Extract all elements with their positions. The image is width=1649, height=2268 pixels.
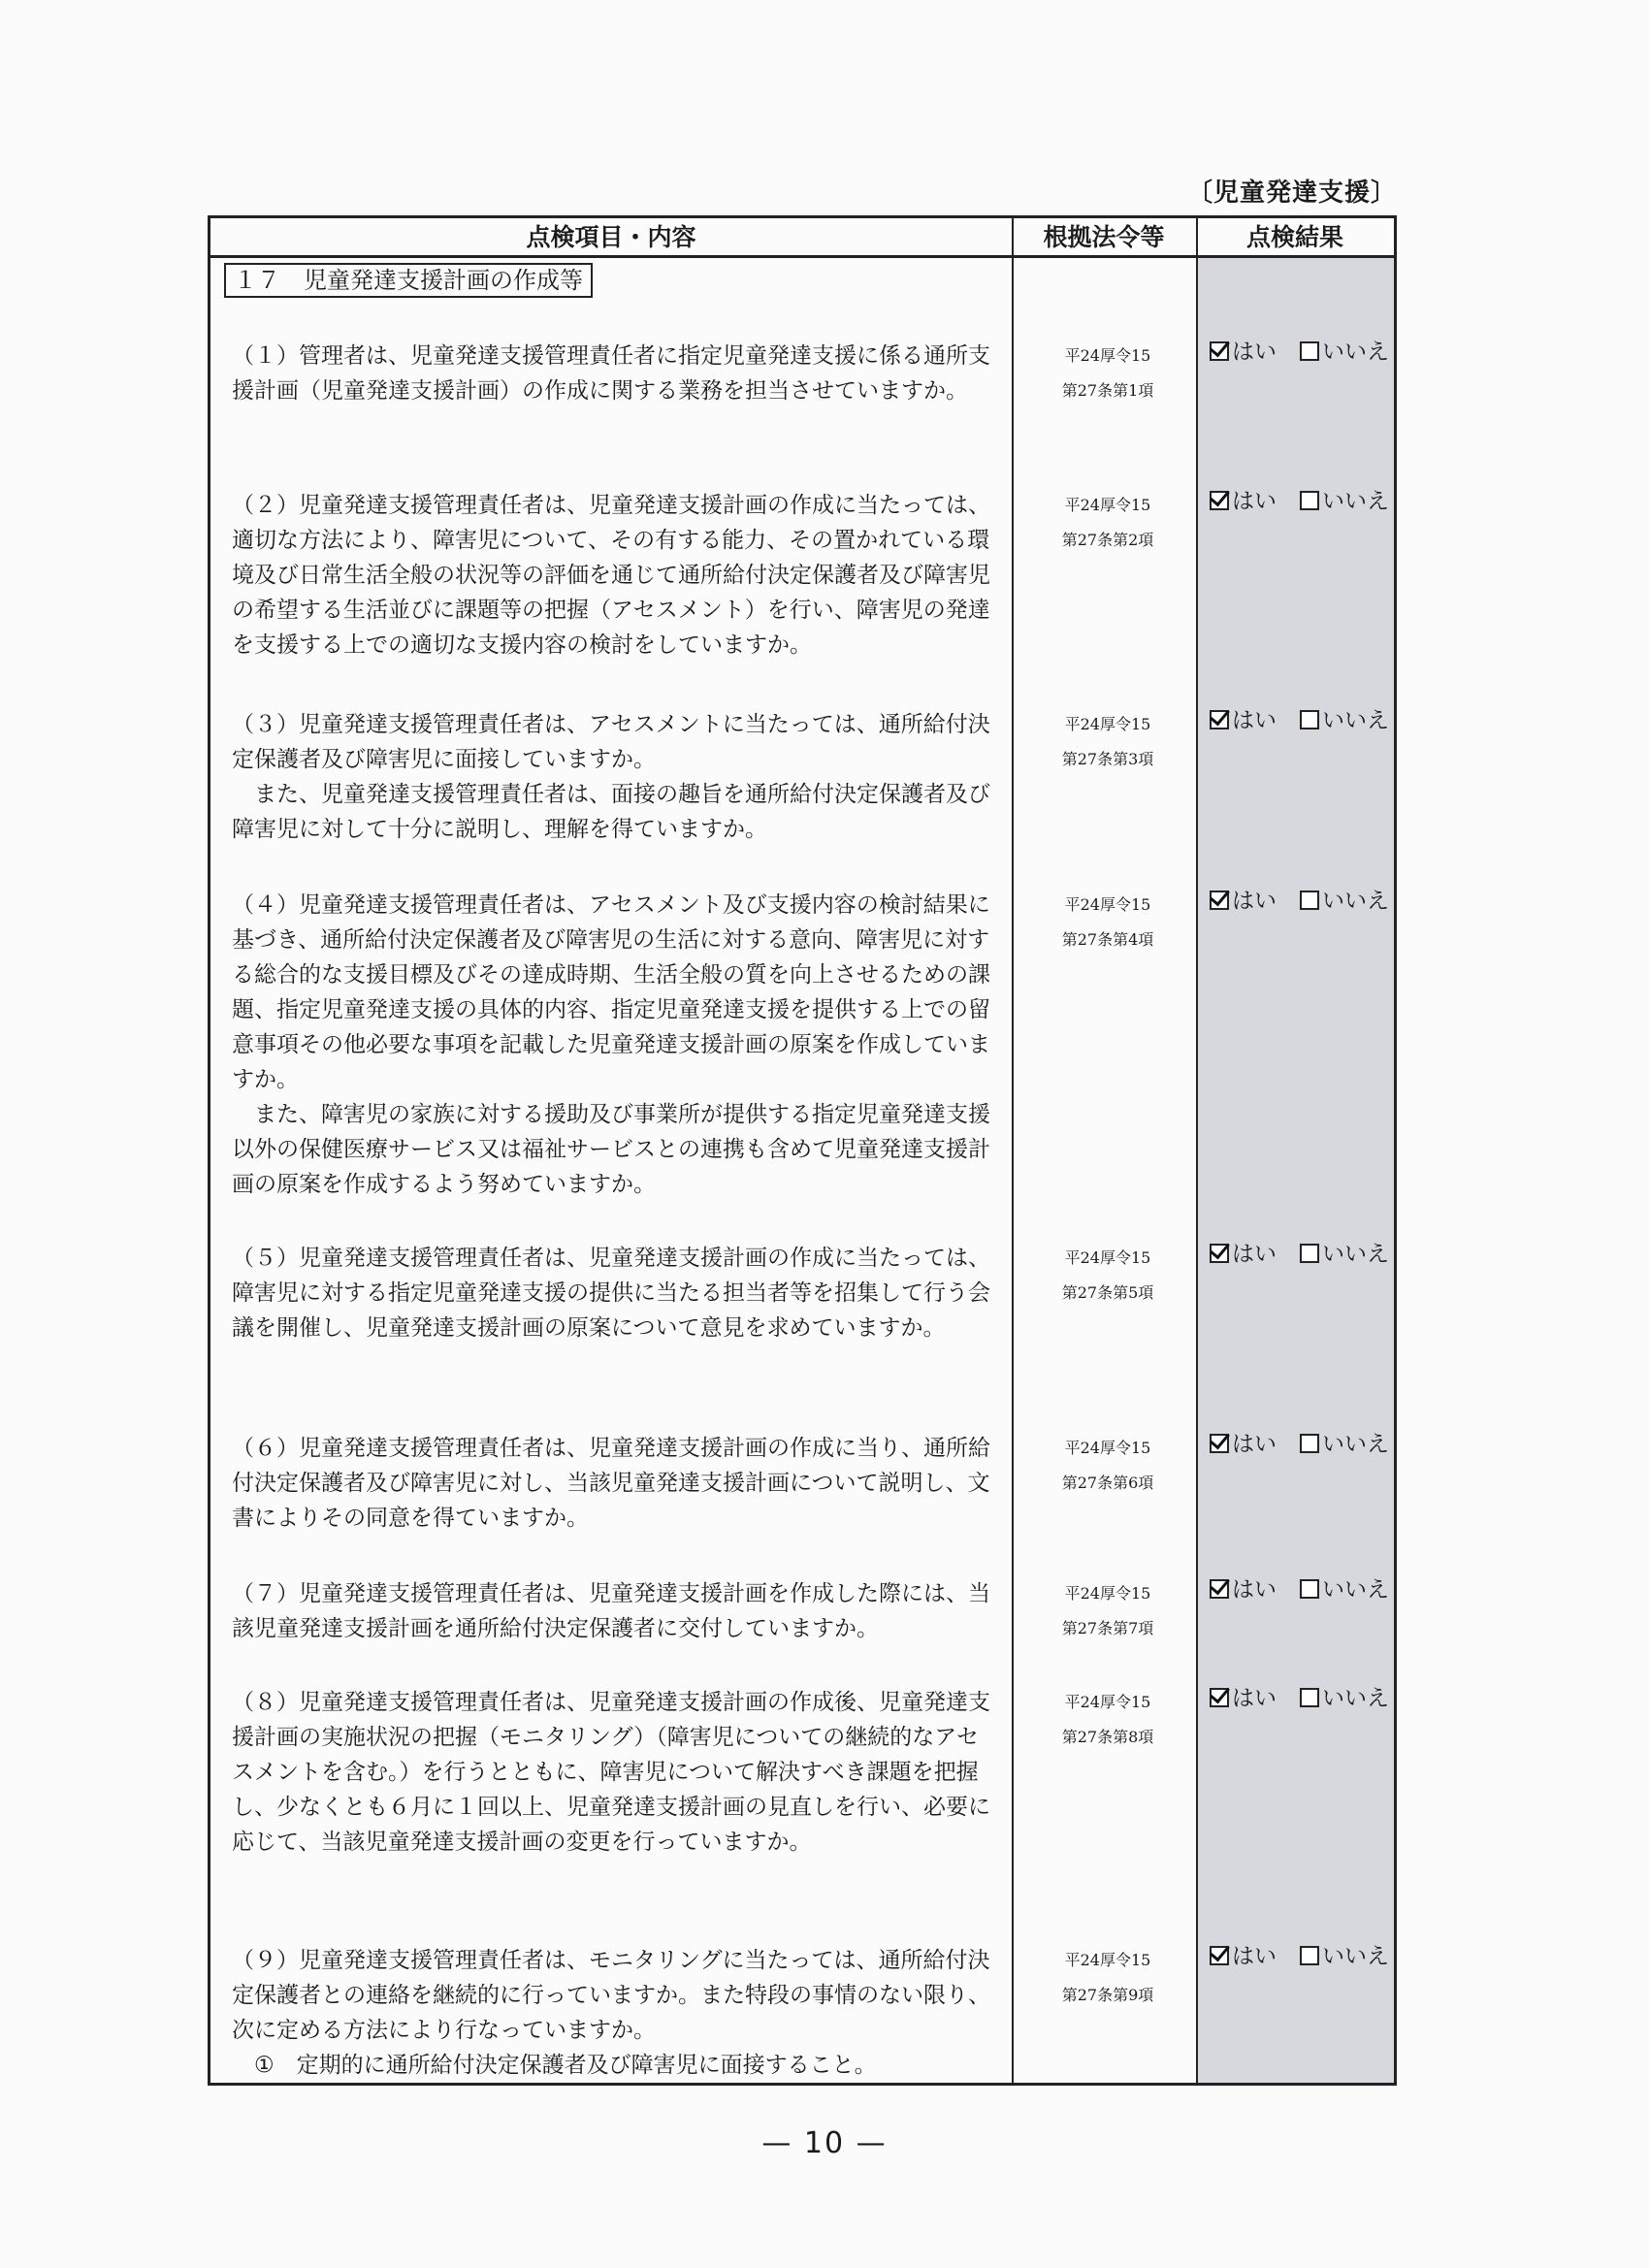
yes-checkbox[interactable]: [1210, 341, 1229, 361]
no-checkbox[interactable]: [1300, 710, 1319, 729]
result-4: [1210, 886, 1390, 917]
no-checkbox[interactable]: [1300, 1434, 1319, 1453]
yes-checkbox[interactable]: [1210, 1946, 1229, 1965]
law-article: 第27条第1項: [1061, 381, 1154, 400]
no-label: いいえ: [1322, 1242, 1389, 1267]
column-divider: [1012, 218, 1014, 2083]
law-ordinance: 平24厚令15: [1064, 1584, 1151, 1603]
result-2: [1210, 486, 1390, 517]
yes-checkbox[interactable]: [1210, 1434, 1229, 1453]
item-number: （２）: [232, 493, 299, 518]
no-label: いいえ: [1322, 1432, 1389, 1457]
law-reference-9: [1025, 1943, 1190, 2013]
yes-checkbox[interactable]: [1210, 1579, 1229, 1599]
item-number: （６）: [232, 1436, 299, 1461]
yes-label: はい: [1232, 1686, 1277, 1711]
law-ordinance: 平24厚令15: [1064, 715, 1151, 733]
item-number: （３）: [232, 712, 299, 737]
category-label: 〔児童発達支援〕: [1186, 178, 1397, 208]
yes-checkbox[interactable]: [1210, 710, 1229, 729]
no-checkbox[interactable]: [1300, 1579, 1319, 1599]
inspection-item-7: [232, 1576, 998, 1646]
inspection-item-1: [232, 339, 998, 408]
yes-checkbox[interactable]: [1210, 891, 1229, 910]
item-text: 児童発達支援管理責任者は、児童発達支援計画の作成に当たっては、適切な方法により、障害児について、その有する能力、その置かれている環境及び日常生活全般の状況等の評価を通じて通所給付決定保護者及び障害児の希望する生活並びに課題等の把握（アセスメント）を行い、障害児の発達を支援する上での適切な支援内容の検討をしていますか。: [232, 493, 990, 658]
yes-label: はい: [1232, 708, 1277, 733]
no-label: いいえ: [1322, 708, 1389, 733]
item-text: 管理者は、児童発達支援管理責任者に指定児童発達支援に係る通所支援計画（児童発達支援計画）の作成に関する業務を担当させていますか。: [232, 343, 990, 404]
item-text: 児童発達支援管理責任者は、モニタリングに当たっては、通所給付決定保護者との連絡を継続的に行っていますか。また特段の事情のない限り、次に定める方法により行なっていますか。: [232, 1948, 990, 2043]
inspection-table: [208, 215, 1397, 2086]
law-article: 第27条第4項: [1061, 930, 1154, 949]
header-result: 点検結果: [1245, 223, 1343, 251]
item-text: 児童発達支援管理責任者は、児童発達支援計画を作成した際には、当該児童発達支援計画を通所給付決定保護者に交付していますか。: [232, 1581, 990, 1641]
yes-label: はい: [1232, 1577, 1277, 1603]
result-8: [1210, 1683, 1390, 1714]
law-ordinance: 平24厚令15: [1064, 1248, 1151, 1267]
law-article: 第27条第5項: [1061, 1283, 1154, 1302]
yes-label: はい: [1232, 340, 1277, 365]
item-text: 児童発達支援管理責任者は、アセスメント及び支援内容の検討結果に基づき、通所給付決定保護者及び障害児の生活に対する意向、障害児に対する総合的な支援目標及びその達成時期、生活全般の質を向上させるための課題、指定児童発達支援の具体的内容、指定児童発達支援を提供する上での留意事項その他必要な事項を記載した児童発達支援計画の原案を作成していますか。: [232, 892, 990, 1092]
no-checkbox[interactable]: [1300, 1244, 1319, 1263]
item-text: 児童発達支援管理責任者は、児童発達支援計画の作成後、児童発達支援計画の実施状況の把握（モニタリング）（障害児についての継続的なアセスメントを含む。）を行うとともに、障害児について解決すべき課題を把握し、少なくとも６月に１回以上、児童発達支援計画の見直しを行い、必要に応じて、当該児童発達支援計画の変更を行っていますか。: [232, 1690, 990, 1855]
inspection-item-4: [232, 888, 998, 1202]
law-article: 第27条第9項: [1061, 1986, 1154, 2004]
yes-label: はい: [1232, 889, 1277, 914]
inspection-item-2: [232, 488, 998, 663]
no-checkbox[interactable]: [1300, 341, 1319, 361]
page-number: — 10 —: [761, 2126, 888, 2160]
law-reference-3: [1025, 707, 1190, 777]
law-article: 第27条第3項: [1061, 750, 1154, 768]
no-checkbox[interactable]: [1300, 491, 1319, 510]
item-number: （７）: [232, 1581, 299, 1606]
no-label: いいえ: [1322, 1944, 1389, 1969]
law-article: 第27条第2項: [1061, 531, 1154, 549]
item-number: （５）: [232, 1246, 299, 1271]
inspection-item-6: [232, 1431, 998, 1536]
no-label: いいえ: [1322, 489, 1389, 514]
no-label: いいえ: [1322, 1686, 1389, 1711]
no-checkbox[interactable]: [1300, 891, 1319, 910]
yes-label: はい: [1232, 1432, 1277, 1457]
header-items: 点検項目・内容: [526, 223, 696, 251]
law-reference-6: [1025, 1431, 1190, 1501]
result-7: [1210, 1574, 1390, 1605]
yes-checkbox[interactable]: [1210, 1688, 1229, 1707]
no-checkbox[interactable]: [1300, 1946, 1319, 1965]
item-number: （８）: [232, 1690, 299, 1715]
law-ordinance: 平24厚令15: [1064, 895, 1151, 914]
result-9: [1210, 1941, 1390, 1972]
law-reference-2: [1025, 488, 1190, 558]
result-3: [1210, 705, 1390, 736]
yes-checkbox[interactable]: [1210, 491, 1229, 510]
item-extra: ① 定期的に通所給付決定保護者及び障害児に面接すること。: [254, 2053, 877, 2078]
item-text: 児童発達支援管理責任者は、児童発達支援計画の作成に当り、通所給付決定保護者及び障害児に対し、当該児童発達支援計画について説明し、文書によりその同意を得ていますか。: [232, 1436, 990, 1531]
yes-label: はい: [1232, 1944, 1277, 1969]
law-ordinance: 平24厚令15: [1064, 1693, 1151, 1711]
law-reference-8: [1025, 1685, 1190, 1755]
no-label: いいえ: [1322, 889, 1389, 914]
inspection-item-5: [232, 1241, 998, 1345]
result-6: [1210, 1429, 1390, 1460]
yes-label: はい: [1232, 489, 1277, 514]
no-label: いいえ: [1322, 340, 1389, 365]
header-divider: [210, 255, 1394, 258]
item-extra: また、児童発達支援管理責任者は、面接の趣旨を通所給付決定保護者及び障害児に対して十分に説明し、理解を得ていますか。: [232, 782, 990, 842]
law-article: 第27条第6項: [1061, 1474, 1154, 1492]
item-number: （１）: [232, 343, 299, 369]
item-extra: また、障害児の家族に対する援助及び事業所が提供する指定児童発達支援以外の保健医療サービス又は福祉サービスとの連携も含めて児童発達支援計画の原案を作成するよう努めていますか。: [232, 1102, 990, 1197]
result-5: [1210, 1239, 1390, 1270]
item-text: 児童発達支援管理責任者は、アセスメントに当たっては、通所給付決定保護者及び障害児に面接していますか。: [232, 712, 990, 772]
result-column-shade: [1196, 255, 1394, 2083]
law-ordinance: 平24厚令15: [1064, 496, 1151, 514]
column-divider: [1196, 218, 1198, 2083]
yes-label: はい: [1232, 1242, 1277, 1267]
law-reference-5: [1025, 1241, 1190, 1311]
law-article: 第27条第7項: [1061, 1619, 1154, 1637]
section-title: １７ 児童発達支援計画の作成等: [224, 263, 593, 298]
header-law: 根拠法令等: [1043, 223, 1165, 251]
yes-checkbox[interactable]: [1210, 1244, 1229, 1263]
inspection-item-8: [232, 1685, 998, 1860]
law-reference-7: [1025, 1576, 1190, 1646]
law-ordinance: 平24厚令15: [1064, 1951, 1151, 1969]
law-ordinance: 平24厚令15: [1064, 1439, 1151, 1457]
law-article: 第27条第8項: [1061, 1728, 1154, 1746]
no-checkbox[interactable]: [1300, 1688, 1319, 1707]
law-reference-1: [1025, 339, 1190, 408]
law-reference-4: [1025, 888, 1190, 957]
item-number: （９）: [232, 1948, 299, 1973]
no-label: いいえ: [1322, 1577, 1389, 1603]
item-text: 児童発達支援管理責任者は、児童発達支援計画の作成に当たっては、障害児に対する指定児童発達支援の提供に当たる担当者等を招集して行う会議を開催し、児童発達支援計画の原案について意見を求めていますか。: [232, 1246, 990, 1341]
result-1: [1210, 337, 1390, 368]
inspection-item-9: [232, 1943, 998, 2083]
item-number: （４）: [232, 892, 299, 918]
inspection-item-3: [232, 707, 998, 847]
law-ordinance: 平24厚令15: [1064, 346, 1151, 365]
